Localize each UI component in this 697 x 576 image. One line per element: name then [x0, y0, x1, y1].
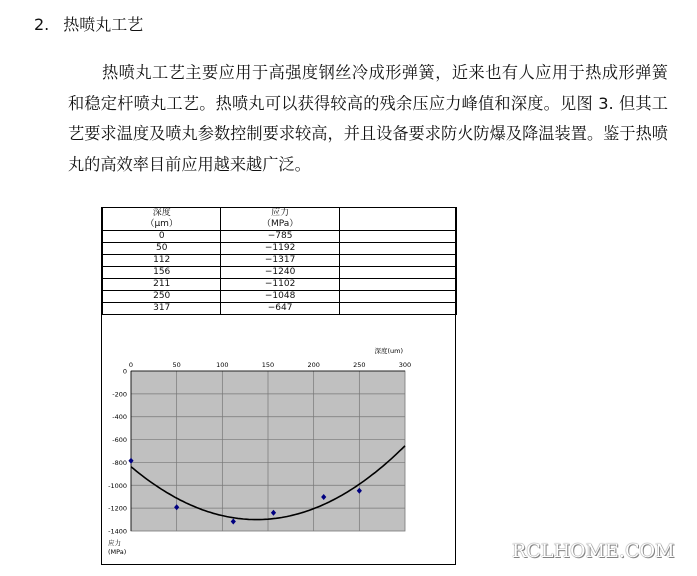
table-row: [103, 255, 457, 267]
y-tick-label: -1400: [108, 527, 127, 536]
section-number: 2.: [34, 15, 50, 34]
stress-cell: −1048: [221, 291, 339, 303]
depth-cell: 156: [103, 267, 221, 279]
depth-cell: 0: [103, 231, 221, 243]
figure-3: [101, 207, 456, 565]
table-row: [103, 303, 457, 315]
empty-cell: [339, 303, 456, 315]
depth-cell: 211: [103, 279, 221, 291]
y-tick-label: -1200: [108, 504, 127, 513]
x-tick-label: 0: [128, 361, 134, 369]
x-axis-title: 深度(um): [374, 347, 403, 355]
x-tick-label: 150: [261, 361, 275, 369]
stress-cell: −1317: [221, 255, 339, 267]
empty-cell: [339, 279, 456, 291]
depth-cell: 50: [103, 243, 221, 255]
table-row: [103, 291, 457, 303]
x-tick-label: 50: [172, 361, 181, 369]
x-tick-label: 200: [307, 361, 320, 369]
table-row: [103, 231, 457, 243]
depth-cell: 112: [103, 255, 221, 267]
watermark: RCLHOME.COM: [512, 540, 675, 562]
table-header-row: [103, 208, 457, 220]
stress-cell: −1240: [221, 267, 339, 279]
y-axis-title: 应力: [108, 539, 121, 547]
stress-cell: −1102: [221, 279, 339, 291]
y-tick-label: -800: [112, 458, 127, 467]
x-tick-label: 250: [353, 361, 366, 369]
table-row: [103, 267, 457, 279]
y-tick-label: -1000: [108, 481, 127, 490]
body-paragraph: 热喷丸工艺主要应用于高强度钢丝冷成形弹簧，近来也有人应用于热成形弹簧和稳定杆喷丸工艺。热喷丸可以获得较高的残余压应力峰值和深度。见图 3. 但其工艺要求温度及喷丸参数控制要求较高，并且设备要求防火防爆及降温装置。鉴于热喷丸的高效率目前应用越来越广泛。: [68, 63, 668, 174]
stress-cell: −785: [221, 231, 339, 243]
depth-cell: （μm）: [103, 219, 221, 231]
stress-cell: （MPa）: [221, 219, 339, 231]
depth-cell: 317: [103, 303, 221, 315]
stress-cell: −1192: [221, 243, 339, 255]
x-tick-label: 300: [398, 361, 412, 369]
y-tick-label: -200: [112, 390, 127, 399]
y-tick-label: -600: [112, 436, 127, 445]
empty-cell: [339, 291, 456, 303]
x-tick-label: 100: [216, 361, 229, 369]
table-units-row: [103, 219, 457, 231]
y-tick-label: 0: [122, 367, 127, 376]
y-axis-unit: (MPa): [108, 548, 127, 556]
stress-cell: 应力: [221, 208, 339, 220]
empty-cell: [339, 267, 456, 279]
empty-cell: [339, 231, 456, 243]
depth-cell: 深度: [103, 208, 221, 220]
stress-cell: −647: [221, 303, 339, 315]
data-table: [102, 207, 457, 315]
section-heading: [34, 12, 143, 35]
table-row: [103, 279, 457, 291]
y-tick-label: -400: [112, 413, 127, 422]
depth-cell: 250: [103, 291, 221, 303]
empty-cell: [339, 255, 456, 267]
empty-cell: [339, 243, 456, 255]
empty-cell: [339, 219, 456, 231]
empty-cell: [339, 208, 456, 220]
stress-depth-chart: [102, 345, 455, 564]
table-row: [103, 243, 457, 255]
section-title: 热喷丸工艺: [63, 15, 144, 34]
